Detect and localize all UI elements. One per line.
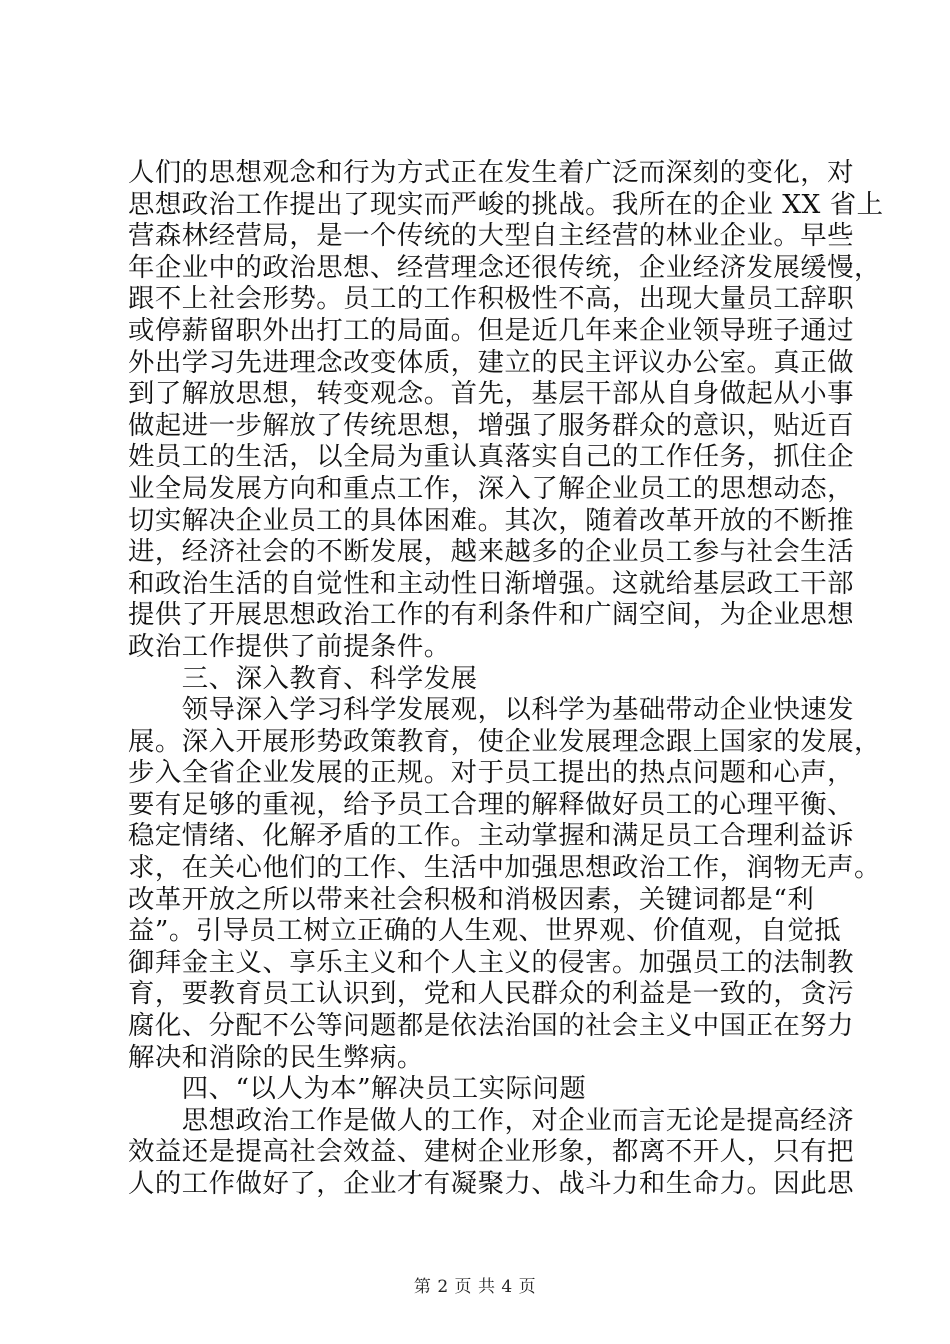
page-footer <box>0 1272 950 1297</box>
text-line: 营森林经营局，是一个传统的大型自主经营的林业企业。早些 <box>128 220 855 252</box>
text-line: 御拜金主义、享乐主义和个人主义的侵害。加强员工的法制教 <box>128 946 855 978</box>
section-heading-4: 四、“以人为本”解决员工实际问题 <box>128 1073 587 1105</box>
text-line: 步入全省企业发展的正规。对于员工提出的热点问题和心声， <box>128 757 855 789</box>
text-line: 育，要教育员工认识到，党和人民群众的利益是一致的，贪污 <box>128 978 855 1010</box>
text-line: 展。深入开展形势政策教育，使企业发展理念跟上国家的发展， <box>128 725 881 757</box>
text-line: 解决和消除的民生弊病。 <box>128 1041 424 1073</box>
text-line: 进，经济社会的不断发展，越来越多的企业员工参与社会生活 <box>128 536 855 568</box>
text-line: 思想政治工作是做人的工作，对企业而言无论是提高经济 <box>128 1104 855 1136</box>
text-line: 改革开放之所以带来社会积极和消极因素，关键词都是“利 <box>128 883 815 915</box>
text-line: 切实解决企业员工的具体困难。其次，随着改革开放的不断推 <box>128 504 855 536</box>
section-heading-3: 三、深入教育、科学发展 <box>128 662 478 694</box>
text-line: 腐化、分配不公等问题都是依法治国的社会主义中国正在努力 <box>128 1010 855 1042</box>
text-line: 和政治生活的自觉性和主动性日渐增强。这就给基层政工干部 <box>128 567 855 599</box>
text-line: 年企业中的政治思想、经营理念还很传统，企业经济发展缓慢， <box>128 251 881 283</box>
text-line: 求，在关心他们的工作、生活中加强思想政治工作，润物无声。 <box>128 852 881 884</box>
text-line: 跟不上社会形势。员工的工作积极性不高，出现大量员工辞职 <box>128 283 855 315</box>
text-line: 做起进一步解放了传统思想，增强了服务群众的意识，贴近百 <box>128 409 855 441</box>
text-line: 外出学习先进理念改变体质，建立的民主评议办公室。真正做 <box>128 346 855 378</box>
text-line: 益”。引导员工树立正确的人生观、世界观、价值观，自觉抵 <box>128 915 842 947</box>
page-number-label: 第 2 页 共 4 页 <box>413 1277 537 1297</box>
text-line: 领导深入学习科学发展观，以科学为基础带动企业快速发 <box>128 694 855 726</box>
text-line: 业全局发展方向和重点工作，深入了解企业员工的思想动态， <box>128 472 855 504</box>
text-line: 政治工作提供了前提条件。 <box>128 630 451 662</box>
text-line: 人的工作做好了，企业才有凝聚力、战斗力和生命力。因此思 <box>128 1168 855 1199</box>
document-body <box>128 157 884 1200</box>
text-line: 稳定情绪、化解矛盾的工作。主动掌握和满足员工合理利益诉 <box>128 820 855 852</box>
text-line: 姓员工的生活，以全局为重认真落实自己的工作任务，抓住企 <box>128 441 855 473</box>
text-line: 提供了开展思想政治工作的有利条件和广阔空间，为企业思想 <box>128 599 855 631</box>
text-line: 思想政治工作提出了现实而严峻的挑战。我所在的企业 XX 省上 <box>128 188 884 220</box>
text-line: 人们的思想观念和行为方式正在发生着广泛而深刻的变化，对 <box>128 157 855 188</box>
text-line: 要有足够的重视，给予员工合理的解释做好员工的心理平衡、 <box>128 788 855 820</box>
text-line: 效益还是提高社会效益、建树企业形象，都离不开人，只有把 <box>128 1136 855 1168</box>
text-line: 到了解放思想，转变观念。首先，基层干部从自身做起从小事 <box>128 378 855 410</box>
text-line: 或停薪留职外出打工的局面。但是近几年来企业领导班子通过 <box>128 314 855 346</box>
